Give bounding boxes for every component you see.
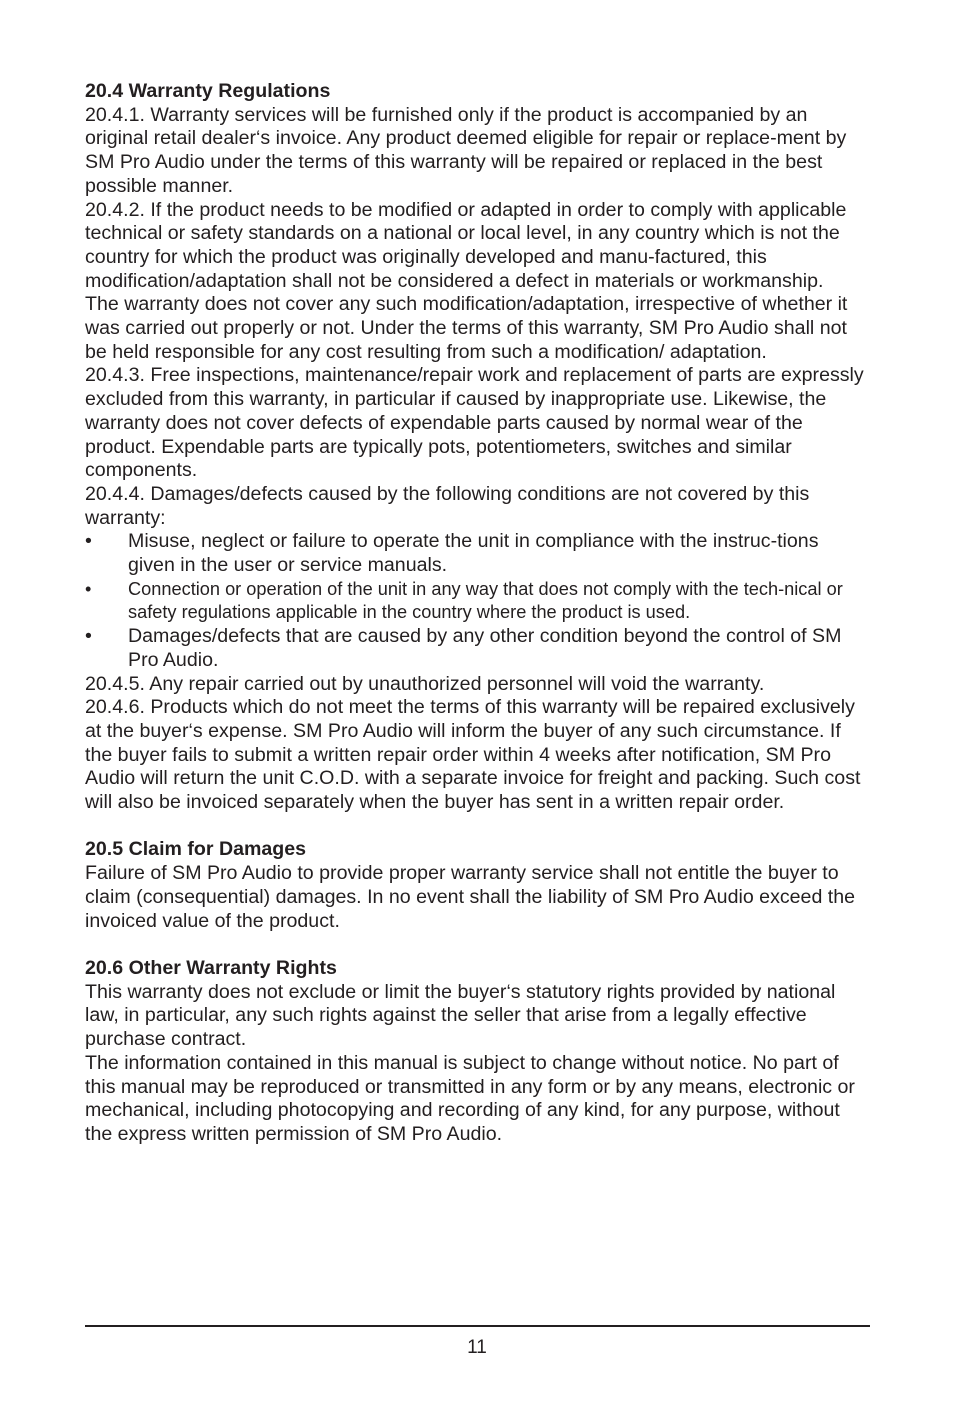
list-item	[85, 578, 870, 625]
page-number: 11	[467, 1337, 487, 1358]
list-item	[85, 530, 870, 577]
section-heading: 20.4 Warranty Regulations	[85, 80, 331, 102]
section-other-warranty-rights	[85, 957, 870, 1147]
bullet-icon: •	[85, 625, 92, 648]
section-spacer	[85, 933, 870, 957]
paragraph: Failure of SM Pro Audio to provide proper warranty service shall not entitle the buyer to claim (consequential) damages. In no event shall the liability of SM Pro Audio exceed the invoiced value of the product.	[85, 862, 856, 932]
paragraph: 20.4.6. Products which do not meet the terms of this warranty will be repaired exclusively at the buyer‘s expense. SM Pro Audio will inform the buyer of any such circumstance. If the buyer fails to submit a written repair order within 4 weeks after notification, SM Pro Audio will return the unit C.O.D. with a separate invoice for freight and packing. Such cost will also be invoiced separately when the buyer has sent in a written repair order.	[85, 696, 861, 814]
list-item	[85, 625, 870, 672]
bullet-icon: •	[85, 578, 92, 599]
paragraph: 20.4.4. Damages/defects caused by the following conditions are not covered by this warranty:	[85, 482, 810, 529]
section-claim-for-damages	[85, 838, 870, 933]
paragraph: This warranty does not exclude or limit the buyer‘s statutory rights provided by national law, in particular, any such rights against the seller that arise from a legally effective purchase contract.	[85, 980, 836, 1051]
document-body	[85, 80, 870, 1147]
paragraph: The information contained in this manual is subject to change without notice. No part of this manual may be reproduced or transmitted in any form or by any means, electronic or mechanical, including photocopying and recording of any kind, for any purpose, without the express written permission of SM Pro Audio.	[85, 1051, 855, 1145]
bullet-list	[85, 530, 870, 672]
list-item-text: Damages/defects that are caused by any other condition beyond the control of SM Pro Audio.	[128, 625, 842, 671]
bullet-icon: •	[85, 530, 92, 553]
list-item-text: Connection or operation of the unit in any way that does not comply with the tech-nical or safety regulations applicable in the country where the product is used.	[128, 578, 843, 623]
section-spacer	[85, 815, 870, 839]
list-item-text: Misuse, neglect or failure to operate the unit in compliance with the instruc-tions given in the user or service manuals.	[128, 530, 819, 577]
footer-divider	[85, 1325, 870, 1327]
paragraph: 20.4.5. Any repair carried out by unauthorized personnel will void the warranty.	[85, 672, 765, 695]
paragraph: 20.4.1. Warranty services will be furnished only if the product is accompanied by an original retail dealer‘s invoice. Any product deemed eligible for repair or replace-ment by SM Pro Audio under the terms of this warranty will be repaired or replaced in the best possible manner.	[85, 103, 847, 197]
paragraph: 20.4.3. Free inspections, maintenance/repair work and replacement of parts are expressly excluded from this warranty, in particular if caused by inappropriate use. Likewise, the warranty does not cover defects of expendable parts caused by normal wear of the product. Expendable parts are typically pots, potentiometers, switches and similar components.	[85, 364, 864, 482]
section-heading: 20.5 Claim for Damages	[85, 838, 307, 861]
section-heading: 20.6 Other Warranty Rights	[85, 956, 337, 979]
section-warranty-regulations	[85, 80, 870, 815]
paragraph: 20.4.2. If the product needs to be modified or adapted in order to comply with applicable technical or safety standards on a national or local level, in any country which is not the country for which the product was originally developed and manu-factured, this modification/adaptation shall not be considered a defect in materials or workmanship.	[85, 198, 847, 292]
paragraph: The warranty does not cover any such modification/adaptation, irrespective of whether it was carried out properly or not. Under the terms of this warranty, SM Pro Audio shall not be held responsible for any cost resulting from such a modification/ adaptation.	[85, 293, 848, 363]
